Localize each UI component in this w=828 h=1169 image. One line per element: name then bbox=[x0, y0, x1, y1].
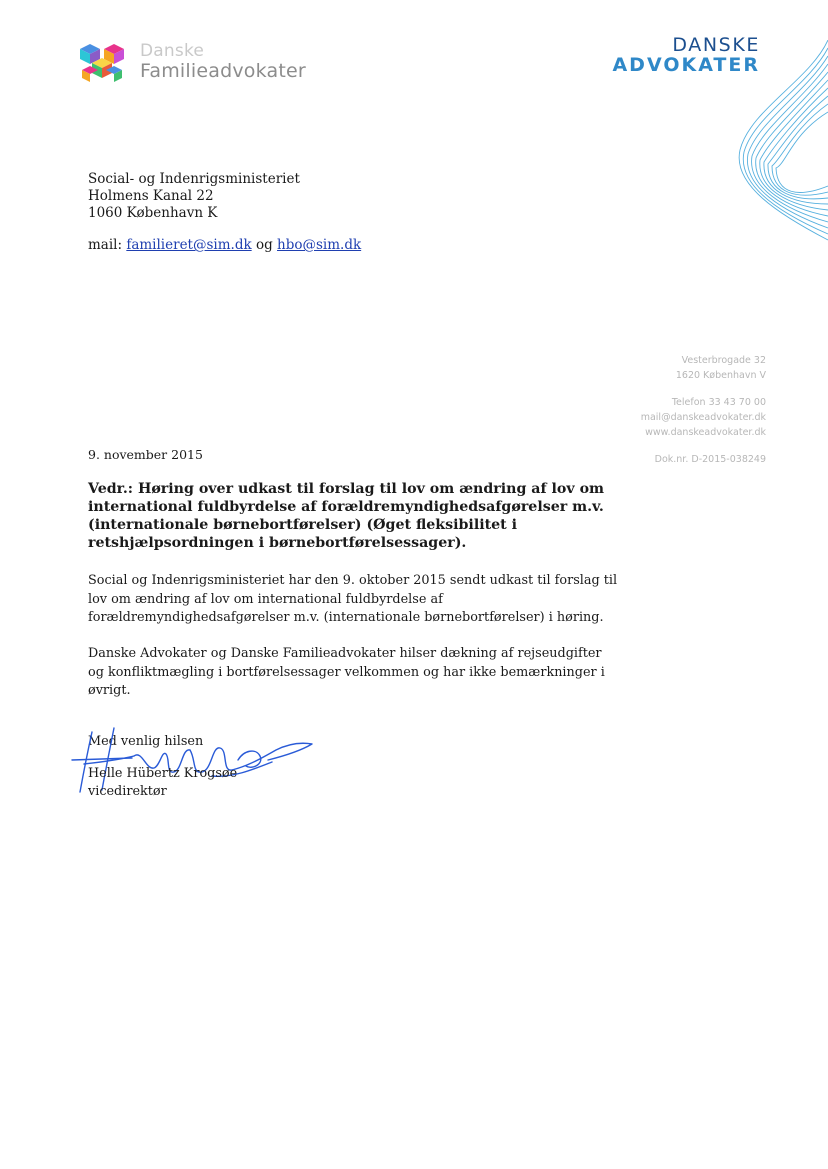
email-link-hbo[interactable]: hbo@sim.dk bbox=[277, 237, 362, 253]
danske-advokater-logo-line1: DANSKE bbox=[672, 34, 760, 56]
sender-contact bbox=[566, 395, 766, 440]
body-paragraph-1: Social og Indenrigsministeriet har den 9. oktober 2015 sendt udkast til forslag til lov om ændring af lov om international fuldbyrdelse af forældremyndighedsafgørelser m.v. (internationale børnebortførelser) i høring. bbox=[88, 573, 618, 625]
letter-date: 9. november 2015 bbox=[88, 447, 203, 462]
recipient-city: 1060 København K bbox=[88, 205, 218, 221]
sender-street: Vesterbrogade 32 bbox=[681, 355, 766, 366]
recipient-address bbox=[88, 171, 300, 222]
danske-advokater-logo-line2: ADVOKATER bbox=[612, 54, 760, 76]
logo-text-line1: Danske bbox=[140, 41, 205, 61]
mail-prefix: mail: bbox=[88, 237, 127, 253]
mail-joiner: og bbox=[251, 237, 278, 253]
email-link-familieret[interactable]: familieret@sim.dk bbox=[126, 237, 252, 253]
sender-address bbox=[566, 353, 766, 383]
sender-web: www.danskeadvokater.dk bbox=[645, 427, 766, 438]
recipient-mail-line bbox=[88, 237, 361, 253]
body-paragraph-2: Danske Advokater og Danske Familieadvokater hilser dækning af rejseudgifter og konfliktmægling i bortførelsessager velkommen og har ikke bemærkninger i øvrigt. bbox=[88, 646, 605, 698]
decorative-swoosh-graphic bbox=[720, 40, 828, 250]
sender-email: mail@danskeadvokater.dk bbox=[640, 412, 766, 423]
closing-greeting: Med venlig hilsen bbox=[88, 734, 204, 749]
letter-subject: Vedr.: Høring over udkast til forslag til lov om ændring af lov om international fuldbyrdelse af forældremyndighedsafgørelser m.v. (internationale børnebortførelser) (Øget fleksibilitet i retshjælpsordningen i børnebortførelsessager). bbox=[88, 481, 605, 551]
sender-phone: Telefon 33 43 70 00 bbox=[671, 397, 766, 408]
danske-familieadvokater-logo bbox=[76, 40, 316, 90]
recipient-name: Social- og Indenrigsministeriet bbox=[88, 171, 300, 187]
signer-block bbox=[88, 765, 237, 801]
signer-name: Helle Hübertz Krogsøe bbox=[88, 766, 238, 781]
sender-city: 1620 København V bbox=[675, 370, 766, 381]
document-number: Dok.nr. D-2015-038249 bbox=[654, 454, 766, 465]
logo-text-line2: Familieadvokater bbox=[140, 60, 306, 82]
signer-title: vicedirektør bbox=[88, 784, 167, 799]
cube-cluster-logo-icon bbox=[76, 40, 132, 88]
recipient-street: Holmens Kanal 22 bbox=[88, 188, 214, 204]
